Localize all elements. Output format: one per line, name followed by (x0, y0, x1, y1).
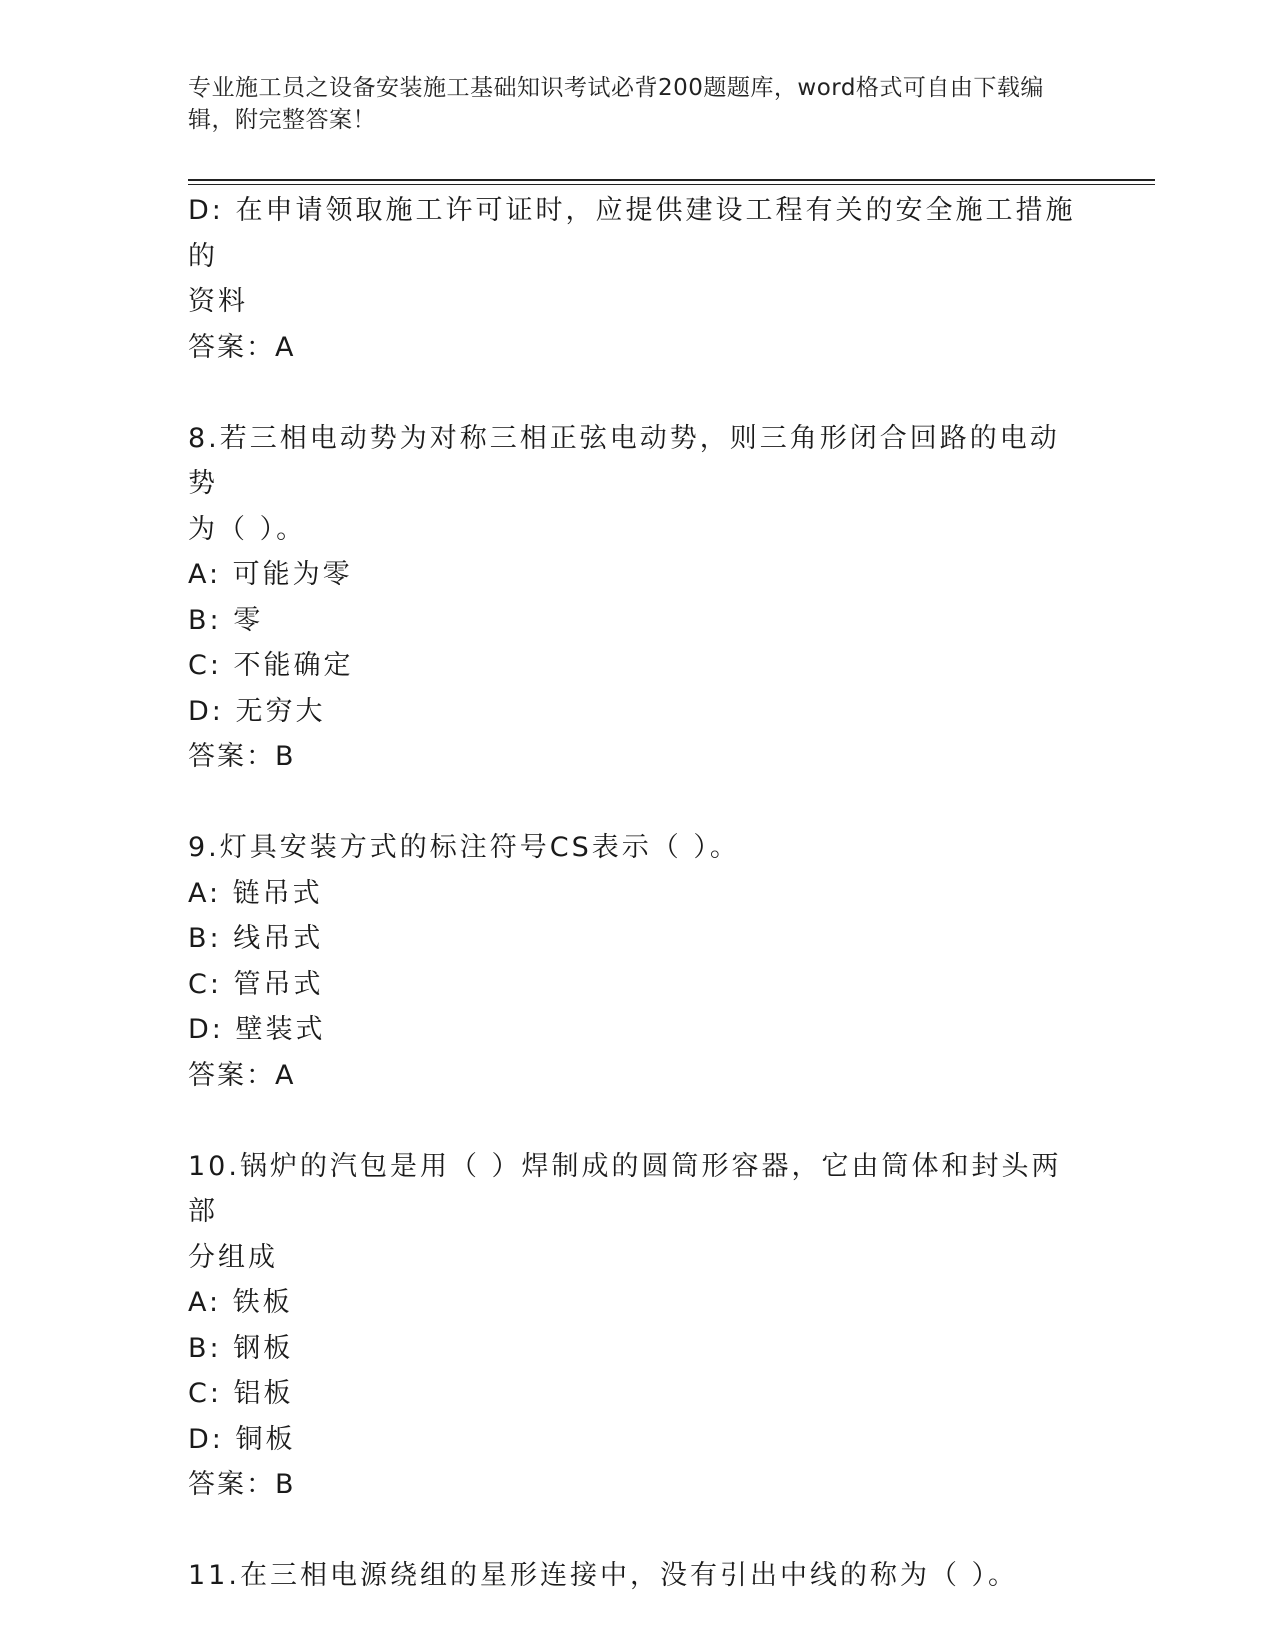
option-a: A: 链吊式 (188, 877, 323, 909)
question-stem: 9.灯具安装方式的标注符号CS表示（ ）。 (188, 832, 740, 863)
question-stem-continued: 为（ ）。 (188, 513, 307, 545)
answer-text: 答案：A (188, 1059, 296, 1091)
option-a: A: 可能为零 (188, 559, 353, 590)
option-b: B: 零 (188, 604, 264, 636)
answer-text: 答案：B (188, 1469, 296, 1500)
question-9 (188, 825, 1078, 1098)
header-divider-thin (188, 184, 1155, 185)
option-c: C: 不能确定 (188, 650, 354, 681)
question-content (188, 188, 1078, 1599)
question-stem: 11.在三相电源绕组的星形连接中，没有引出中线的称为（ ）。 (188, 1560, 1019, 1591)
option-d: D: 铜板 (188, 1423, 296, 1455)
question-8 (188, 416, 1078, 780)
option-a: A: 铁板 (188, 1287, 293, 1318)
question-spacer (188, 780, 1078, 826)
header-divider-thick (188, 179, 1155, 181)
option-d: D: 壁装式 (188, 1014, 326, 1045)
option-c: C: 管吊式 (188, 968, 324, 1000)
question-stem: 10.锅炉的汽包是用（ ）焊制成的圆筒形容器，它由筒体和封头两部 (188, 1150, 1062, 1227)
question-spacer (188, 1508, 1078, 1554)
previous-question-tail (188, 188, 1078, 370)
document-header-title: 专业施工员之设备安装施工基础知识考试必背200题题库，word格式可自由下载编辑，附完整答案！ (188, 75, 1044, 133)
answer-text: 答案：A (188, 331, 296, 363)
question-stem-continued: 分组成 (188, 1241, 278, 1273)
answer-text: 答案：B (188, 741, 296, 772)
option-c: C: 铝板 (188, 1378, 294, 1409)
option-b: B: 钢板 (188, 1332, 294, 1364)
option-d: D: 无穷大 (188, 695, 326, 727)
question-spacer (188, 1098, 1078, 1144)
option-b: B: 线吊式 (188, 923, 324, 954)
question-stem: 8.若三相电动势为对称三相正弦电动势，则三角形闭合回路的电动势 (188, 422, 1060, 499)
question-10 (188, 1144, 1078, 1508)
question-spacer (188, 370, 1078, 416)
option-d: D: 在申请领取施工许可证时，应提供建设工程有关的安全施工措施的 (188, 195, 1076, 272)
option-d-continued: 资料 (188, 286, 248, 317)
question-11 (188, 1553, 1078, 1599)
